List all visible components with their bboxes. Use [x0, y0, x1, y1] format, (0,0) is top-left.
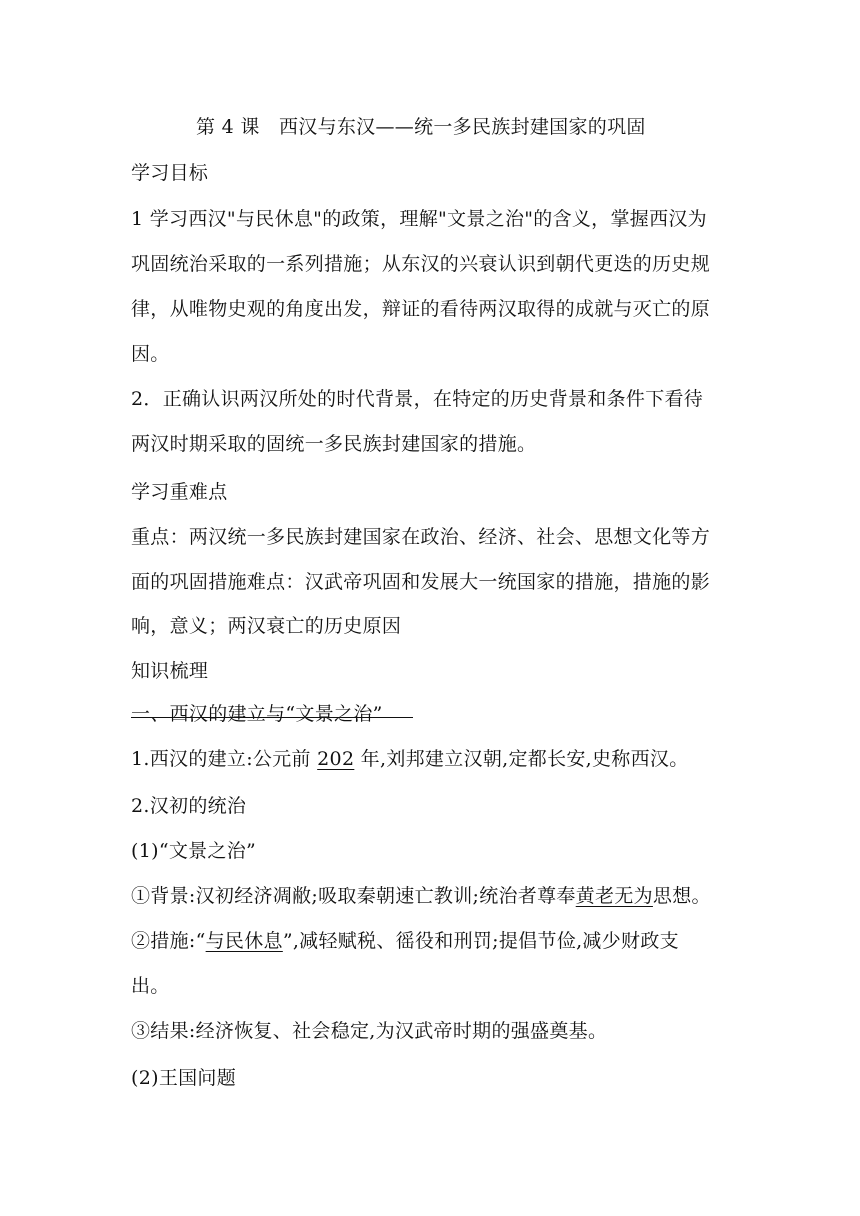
- background-suffix: 思想。: [652, 885, 711, 907]
- measures-suffix: ”,减轻赋税、徭役和刑罚;提倡节俭,减少财政支: [282, 930, 679, 952]
- lesson-title: 第 4 课 西汉与东汉——统一多民族封建国家的巩固: [196, 116, 646, 138]
- difficulty-line-2: 面的巩固措施难点：汉武帝巩固和发展大一统国家的措施，措施的影: [131, 571, 711, 593]
- measures-line-1: [131, 929, 679, 953]
- goal-1-line-2: 巩固统治采取的一系列措施；从东汉的兴衰认识到朝代更迭的历史规: [131, 253, 711, 275]
- measures-prefix: ②措施:“: [131, 930, 206, 952]
- subsection-1: (1)“文景之治”: [131, 840, 257, 862]
- subsection-2: (2)王国问题: [131, 1067, 237, 1089]
- goal-1-line-4: 因。: [131, 343, 170, 365]
- result-line: ③结果:经济恢复、社会稳定,为汉武帝时期的强盛奠基。: [131, 1020, 608, 1042]
- section-divider: [131, 717, 413, 718]
- measures-answer: 与民休息: [205, 930, 283, 952]
- item-1-prefix: 1.西汉的建立:公元前: [131, 748, 318, 770]
- difficulty-heading: 学习重难点: [131, 481, 228, 503]
- item-2: 2.汉初的统治: [131, 795, 247, 817]
- section-1-heading: 一、西汉的建立与“文景之治”: [131, 703, 383, 725]
- item-1: [131, 747, 689, 771]
- background-prefix: ①背景:汉初经济凋敝;吸取秦朝速亡教训;统治者尊奉: [131, 885, 576, 907]
- item-1-suffix: 年,刘邦建立汉朝,定都长安,史称西汉。: [354, 748, 689, 770]
- goal-2-line-1: 2．正确认识两汉所处的时代背景，在特定的历史背景和条件下看待: [131, 388, 704, 410]
- goal-1-line-3: 律，从唯物史观的角度出发，辩证的看待两汉取得的成就与灭亡的原: [131, 298, 711, 320]
- background-line: [131, 884, 711, 908]
- goals-heading: 学习目标: [131, 162, 209, 184]
- difficulty-line-1: 重点：两汉统一多民族封建国家在政治、经济、社会、思想文化等方: [131, 526, 711, 548]
- goal-1-line-1: 1 学习西汉"与民休息"的政策，理解"文景之治"的含义，掌握西汉为: [131, 208, 707, 230]
- difficulty-line-3: 响，意义；两汉衰亡的历史原因: [131, 615, 402, 637]
- item-1-answer: 202: [317, 748, 355, 770]
- measures-line-2: 出。: [131, 975, 170, 997]
- background-answer: 黄老无为: [575, 885, 653, 907]
- knowledge-heading: 知识梳理: [131, 660, 209, 682]
- goal-2-line-2: 两汉时期采取的固统一多民族封建国家的措施。: [131, 433, 537, 455]
